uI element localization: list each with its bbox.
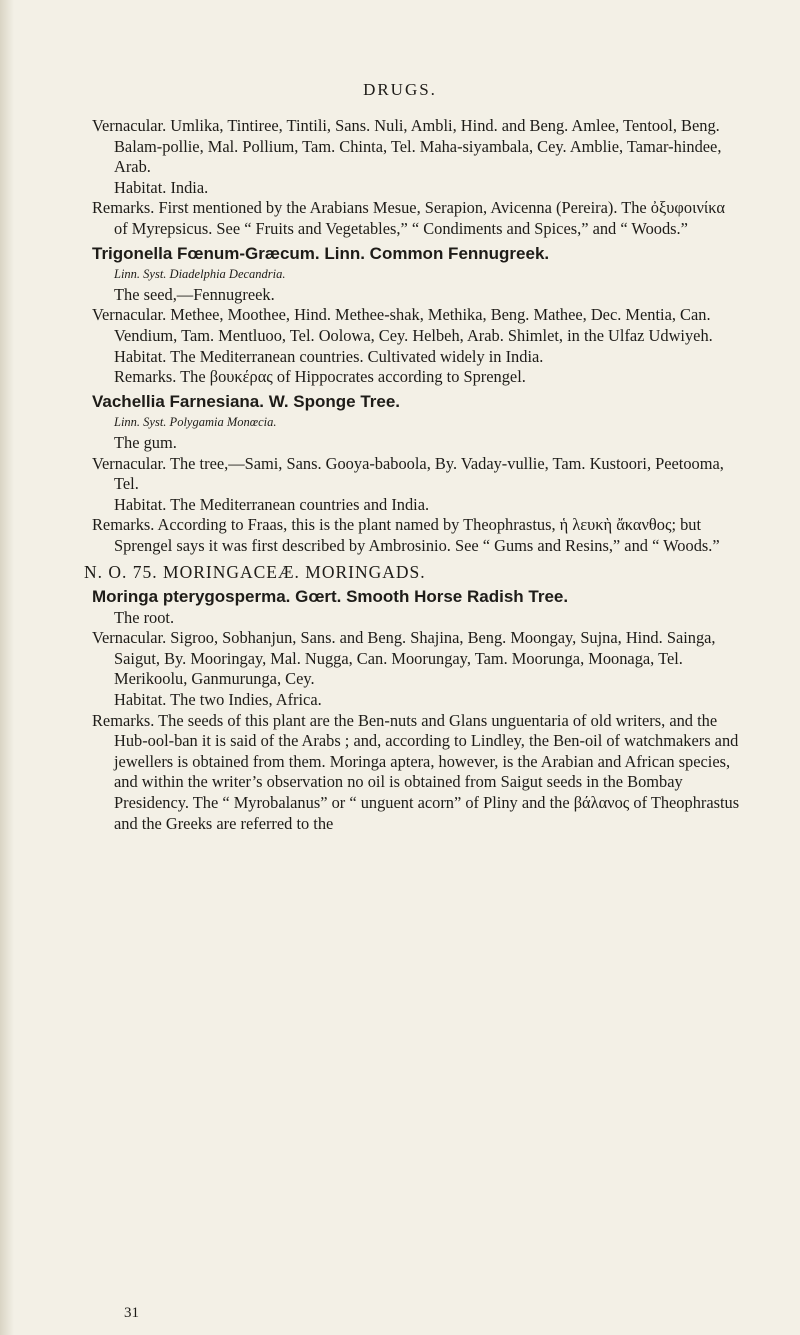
text-line: Habitat. The two Indies, Africa.	[114, 690, 322, 710]
text-line: Vernacular. Sigroo, Sobhanjun, Sans. and Beng. Shajina, Beng. Moongay, Sujna, Hind. Sainga, Saigut, By. Mooringay, Mal. Nugga, Can. Moorungay, Tam. Moorunga, Moonaga, Tel. Merikoolu, Ganmurunga, Cey.	[92, 628, 716, 689]
linnean-system: Linn. Syst. Diadelphia Decandria.	[114, 267, 286, 282]
text-line: Remarks. The seeds of this plant are the Ben-nuts and Glans unguentaria of old writers, and the Hub-ool-ban it is said of the Arabs ; and, according to Lindley, the Ben-oil of watchmakers and jewellers is obtained from them. Moringa aptera, however, is the Arabian and African species, and within the writer’s observation no oil is obtained from Saigut seeds in the Bombay Presidency. The “ Myrobalanus” or “ unguent acorn” of Pliny and the βάλανος of Theophrastus and the Greeks are referred to the	[92, 710, 740, 833]
text-line: Remarks. First mentioned by the Arabians Mesue, Serapion, Avicenna (Pereira). The ὀξυφοινίκα of Myrepsicus. See “ Fruits and Vegetables,” “ Condiments and Spices,” and “ Woods.”	[92, 198, 726, 238]
text-line: Vernacular. Methee, Moothee, Hind. Methee-shak, Methika, Beng. Mathee, Dec. Mentia, Can. Vendium, Tam. Mentluoo, Tel. Oolowa, Cey. Helbeh, Arab. Shimlet, in the Ulfaz Udwiyeh.	[92, 305, 713, 345]
entry-title: Moringa pterygosperma. Gœrt. Smooth Horse Radish Tree.	[92, 587, 569, 607]
text-line: Vernacular. Umlika, Tintiree, Tintili, Sans. Nuli, Ambli, Hind. and Beng. Amlee, Tentool, Beng. Balam-pollie, Mal. Pollium, Tam. Chinta, Tel. Maha-siyambala, Cey. Amblie, Tamar-hindee, Arab.	[92, 116, 722, 177]
page-number: 31	[124, 1305, 139, 1321]
text-line: Habitat. The Mediterranean countries and India.	[114, 494, 430, 514]
page-edge-shadow	[0, 0, 14, 1335]
running-header: DRUGS.	[363, 80, 437, 99]
text-line: The root.	[114, 607, 175, 627]
text-line: Remarks. According to Fraas, this is the plant named by Theophrastus, ἡ λευκὴ ἄκανθος; but Sprengel says it was first described by Ambrosinio. See “ Gums and Resins,” and “ Woods.”	[92, 515, 720, 555]
text-line: Vernacular. The tree,—Sami, Sans. Gooya-baboola, By. Vaday-vullie, Tam. Kustoori, Peetooma, Tel.	[92, 453, 724, 494]
text-line: The seed,—Fennugreek.	[114, 284, 275, 304]
linnean-system: Linn. Syst. Polygamia Monœcia.	[114, 415, 277, 430]
text-line: Habitat. India.	[114, 177, 209, 197]
entry-title: Vachellia Farnesiana. W. Sponge Tree.	[92, 391, 401, 411]
text-line: Habitat. The Mediterranean countries. Cultivated widely in India.	[114, 346, 544, 366]
order-heading: N. O. 75. MORINGACEÆ. MORINGADS.	[84, 562, 426, 583]
text-line: The gum.	[114, 432, 177, 452]
page-body	[84, 116, 742, 834]
text-line: Remarks. The βουκέρας of Hippocrates according to Sprengel.	[114, 367, 526, 387]
entry-title: Trigonella Fœnum-Græcum. Linn. Common Fennugreek.	[92, 243, 550, 263]
